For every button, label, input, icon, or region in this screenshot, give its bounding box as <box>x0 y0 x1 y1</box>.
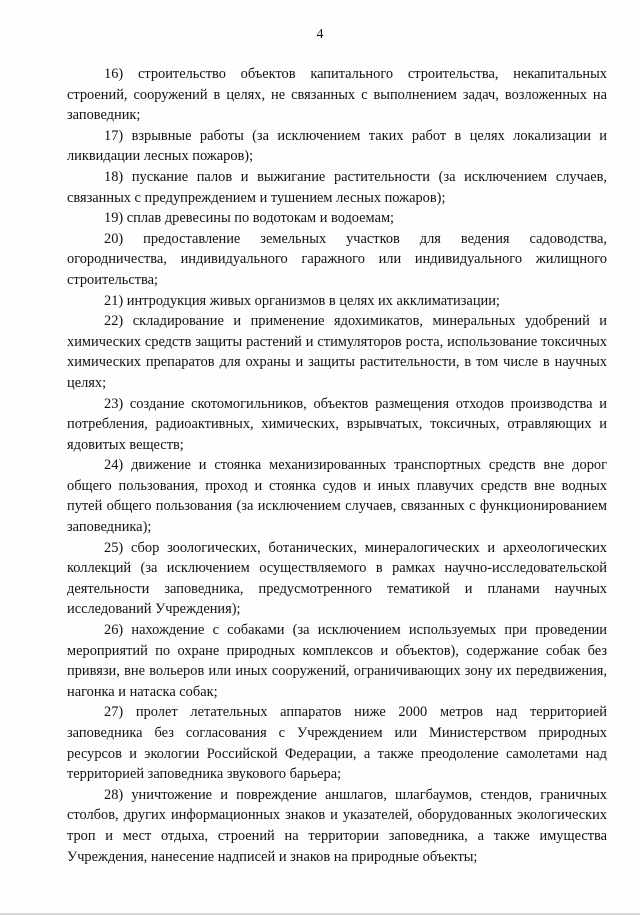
list-item-16: 16) строительство объектов капитального строительства, некапитальных строений, сооружений в целях, не связанных с выполнением задач, возложенных на заповедник; <box>67 66 607 124</box>
list-item-28: 28) уничтожение и повреждение аншлагов, шлагбаумов, стендов, граничных столбов, других информационных знаков и указателей, оборудованных экологических троп и мест отдыха, строений на территории заповедника, а также имущества Учреждения, нанесение надписей и знаков на природные объекты; <box>67 786 607 865</box>
list-item-20: 20) предоставление земельных участков для ведения садоводства, огородничества, индивидуального гаражного или индивидуального жилищного строительства; <box>67 230 607 288</box>
page-number: 4 <box>316 27 324 42</box>
list-item-18: 18) пускание палов и выжигание растительности (за исключением случаев, связанных с предупреждением и тушением лесных пожаров); <box>67 168 607 206</box>
list-item-17: 17) взрывные работы (за исключением таких работ в целях локализации и ликвидации лесных пожаров); <box>67 127 607 165</box>
list-item-27: 27) пролет летательных аппаратов ниже 2000 метров над территорией заповедника без согласования с Учреждением или Министерством природных ресурсов и экологии Российской Федерации, а также преодоление самолетами над территорией заповедника звукового барьера; <box>67 704 607 783</box>
document-body <box>67 64 607 867</box>
list-item-26: 26) нахождение с собаками (за исключением используемых при проведении мероприятий по охране природных комплексов и объектов), содержание собак без привязи, вне вольеров или иных сооружений, ограничивающих зону их передвижения, нагонка и натаска собак; <box>67 622 607 700</box>
list-item-23: 23) создание скотомогильников, объектов размещения отходов производства и потребления, радиоактивных, химических, взрывчатых, токсичных, отравляющих и ядовитых веществ; <box>67 395 607 453</box>
list-item-21: 21) интродукция живых организмов в целях их акклиматизации; <box>104 292 500 309</box>
list-item-22: 22) складирование и применение ядохимикатов, минеральных удобрений и химических средств защиты растений и стимуляторов роста, использование токсичных химических препаратов для охраны и защиты растительности, в том числе в научных целях; <box>67 313 607 391</box>
list-item-24: 24) движение и стоянка механизированных транспортных средств вне дорог общего пользования, проход и стоянка судов и иных плавучих средств вне водных путей общего пользования (за исключением случаев, связанных с функционированием заповедника); <box>67 457 607 536</box>
list-item-25: 25) сбор зоологических, ботанических, минералогических и археологических коллекций (за исключением осуществляемого в рамках научно-исследовательской деятельности заповедника, предусмотренного тематикой и планами научных исследований Учреждения); <box>67 539 607 618</box>
list-item-19: 19) сплав древесины по водотокам и водоемам; <box>104 210 395 227</box>
